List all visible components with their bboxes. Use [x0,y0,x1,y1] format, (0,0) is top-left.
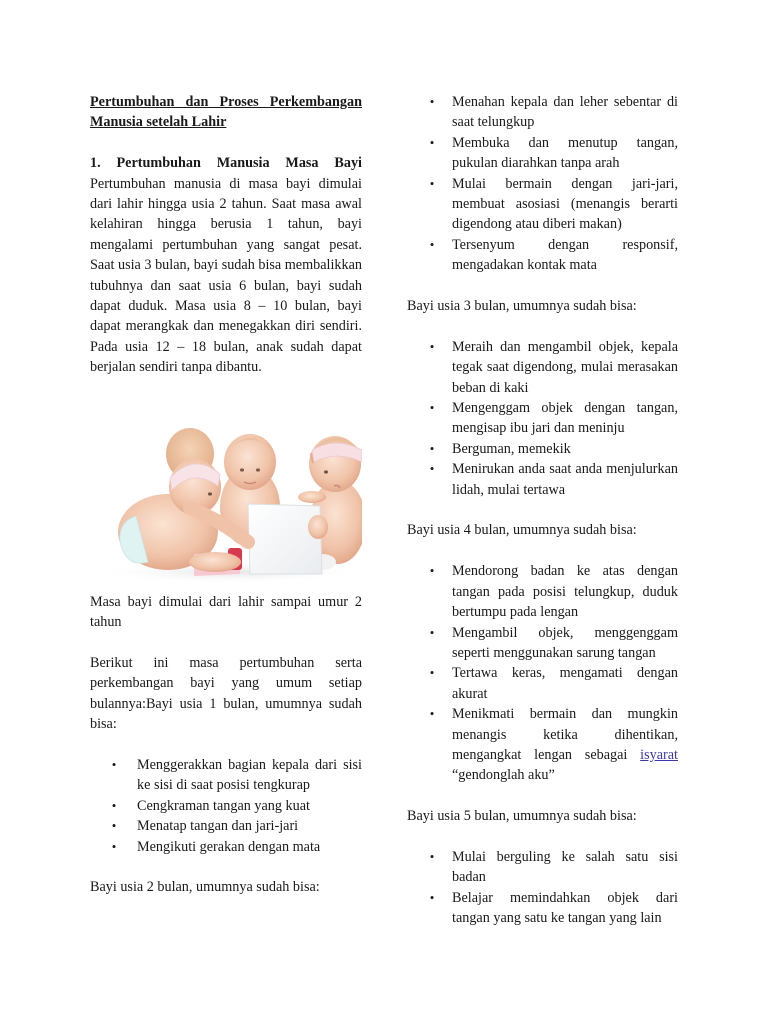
bullet-icon: • [429,175,435,191]
list-item: • Mulai bermain dengan jari-jari, membuat asosiasi (menangis berarti digendong atau diberi makan) [407,174,678,235]
babies-laptop-image [90,412,362,582]
list-item: • Cengkraman tangan yang kuat [90,796,362,816]
month-4-list [407,561,678,785]
bullet-icon: • [429,461,435,477]
month-4-heading: Bayi usia 4 bulan, umumnya sudah bisa: [407,522,637,539]
bullet-icon: • [111,818,117,834]
month-3-heading: Bayi usia 3 bulan, umumnya sudah bisa: [407,298,637,315]
list-item: • Menatap tangan dan jari-jari [90,816,362,836]
bullet-icon: • [429,236,435,252]
list-item: • Mengikuti gerakan dengan mata [90,837,362,857]
bullet-icon: • [429,848,435,864]
list-item: • Menirukan anda saat anda menjulurkan lidah, mulai tertawa [407,459,678,500]
bullet-icon: • [111,838,117,854]
bullet-icon: • [429,338,435,354]
babies-photo [90,412,362,582]
list-item: • Belajar memindahkan objek dari tangan yang satu ke tangan yang lain [407,888,678,929]
list-item: • Menggerakkan bagian kepala dari sisi ke sisi di saat posisi tengkurap [90,755,362,796]
month-3-list [407,337,678,500]
list-item: • Tertawa keras, mengamati dengan akurat [407,663,678,704]
intro-block [90,153,362,377]
isyarat-link[interactable]: isyarat [640,746,678,763]
list-item: • Mengambil objek, menggenggam seperti menggunakan sarung tangan [407,623,678,664]
list-intro: Berikut ini masa pertumbuhan serta perkembangan bayi yang umum setiap bulannya:Bayi usia 1 bulan, umumnya sudah bisa: [90,654,362,733]
list-item: • Mengenggam objek dengan tangan, mengisap ibu jari dan meninju [407,398,678,439]
list-item: • Meraih dan mengambil objek, kepala tegak saat digendong, mulai merasakan beban di kaki [407,337,678,398]
bullet-icon: • [429,94,435,109]
bullet-icon: • [429,400,435,416]
month-1-list [90,755,362,857]
list-item: • Mendorong badan ke atas dengan tangan pada posisi telungkup, duduk bertumpu pada lengan [407,561,678,622]
list-item: • Tersenyum dengan responsif, mengadakan kontak mata [407,235,678,276]
list-item: • Berguman, memekik [407,439,678,459]
bullet-icon: • [429,665,435,681]
month-2-list [407,92,678,276]
list-item: • Mulai berguling ke salah satu sisi badan [407,847,678,888]
list-item: • Menahan kepala dan leher sebentar di saat telungkup [407,92,678,133]
bullet-icon: • [429,889,435,905]
bullet-icon: • [429,440,435,456]
bullet-icon: • [429,706,435,722]
right-column [407,92,678,929]
month-5-list [407,847,678,929]
bullet-icon: • [111,756,117,772]
figure-caption: Masa bayi dimulai dari lahir sampai umur 2 tahun [90,593,362,631]
bullet-icon: • [429,563,435,579]
list-item: • Menikmati bermain dan mungkin menangis ketika dihentikan, mengangkat lengan sebagai isyarat “gendonglah aku” [407,704,678,786]
intro-paragraph: Pertumbuhan manusia di masa bayi dimulai dari lahir hingga usia 2 tahun. Saat masa awal kelahiran hingga berusia 1 tahun, bayi mengalami pertumbuhan yang sangat pesat. Saat usia 3 bulan, bayi sudah bisa membalikkan tubuhnya dan saat usia 6 bulan, bayi sudah dapat duduk. Masa usia 8 – 10 bulan, bayi dapat merangkak dan menegakkan diri sendiri. Pada usia 12 – 18 bulan, anak sudah dapat berjalan sendiri tanpa dibantu. [90,175,362,376]
bullet-icon: • [429,134,435,150]
document-title: Pertumbuhan dan Proses Perkembangan Manusia setelah Lahir [90,94,362,131]
month-5-heading: Bayi usia 5 bulan, umumnya sudah bisa: [407,808,637,825]
bullet-icon: • [111,797,117,813]
month-2-heading: Bayi usia 2 bulan, umumnya sudah bisa: [90,879,320,896]
list-item: • Membuka dan menutup tangan, pukulan diarahkan tanpa arah [407,133,678,174]
bullet-icon: • [429,624,435,640]
left-column [90,92,362,898]
section-heading: 1. Pertumbuhan Manusia Masa Bayi [90,155,362,172]
